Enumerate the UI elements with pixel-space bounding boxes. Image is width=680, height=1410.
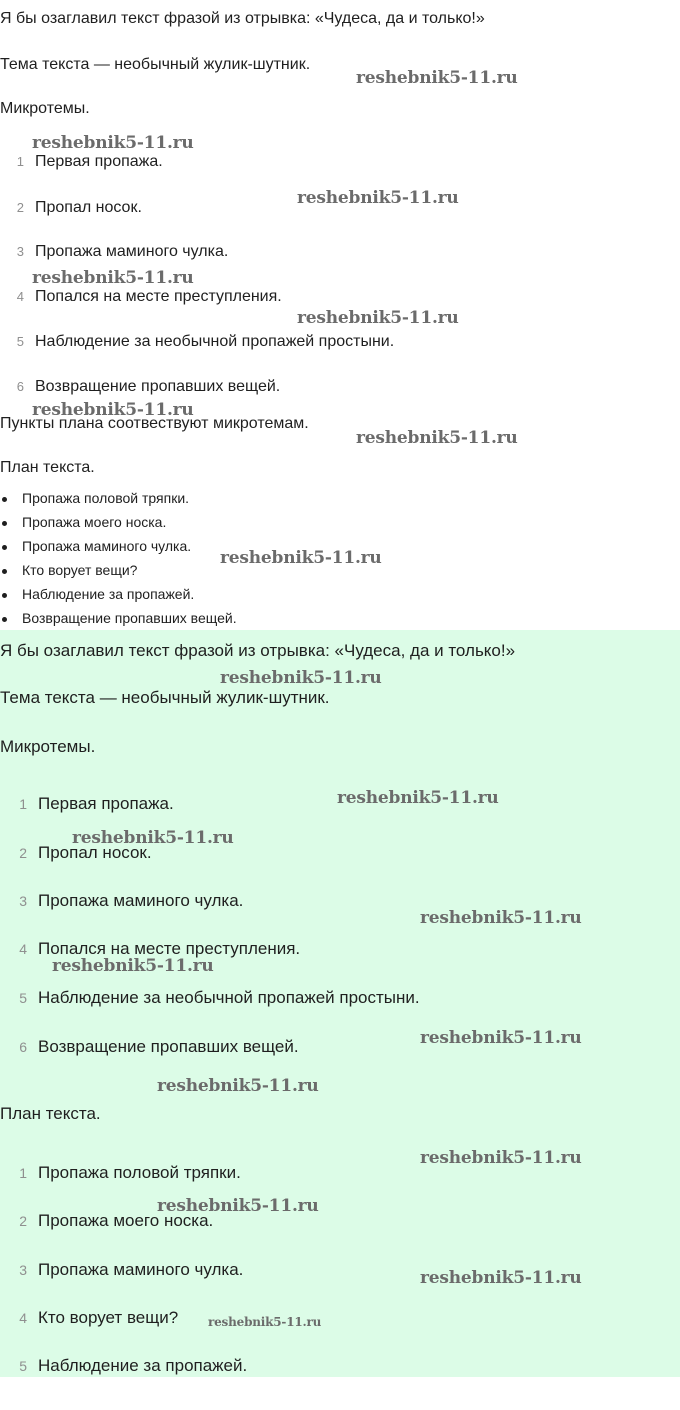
bullet-icon — [2, 545, 7, 550]
answer-block-1: Я бы озаглавил текст фразой из отрывка: «Чудеса, да и только!» Тема текста — необычный жулик-шутник. Микротемы. 1 Первая пропажа. 2 Пропал носок. 3 Пропажа маминого чулка. 4 Попался на месте преступления. 5 Наблюдение за необычной пропажей простыни. 6 Возвращение пропавших вещей. Пункты плана соотвествуют микротемам. План текста. Пропажа половой тряпки. Пропажа моего носка. Пропажа маминого чулка. Кто ворует вещи? Наблюдение за пропажей. Возвращение пропавших вещей. reshebnik5-11.ru reshebnik5-11.ru reshebnik5-11.ru reshebnik5-11.ru reshebnik5-11.ru reshebnik5-11.ru reshebnik5-11.ru reshebnik5-11.ru — [0, 10, 518, 626]
watermark: reshebnik5-11.ru — [157, 1076, 319, 1096]
item-number: 1 — [19, 796, 27, 812]
watermark: reshebnik5-11.ru — [356, 68, 518, 88]
theme-line: Тема текста — необычный жулик-шутник. — [0, 56, 311, 73]
item-text: Наблюдение за пропажей. — [38, 1356, 248, 1375]
item-number: 6 — [19, 1039, 27, 1055]
item-number: 2 — [19, 845, 27, 861]
item-text: Возвращение пропавших вещей. — [38, 1037, 299, 1056]
item-number: 2 — [16, 200, 24, 215]
item-text: Наблюдение за необычной пропажей простыни. — [35, 333, 395, 350]
watermark: reshebnik5-11.ru — [72, 828, 234, 848]
bullet-icon — [2, 521, 7, 526]
item-text: Попался на месте преступления. — [35, 288, 282, 305]
watermark: reshebnik5-11.ru — [420, 1148, 582, 1168]
item-text: Наблюдение за необычной пропажей простыни. — [38, 988, 420, 1007]
watermark: reshebnik5-11.ru — [220, 548, 382, 568]
theme-line: Тема текста — необычный жулик-шутник. — [0, 688, 330, 707]
watermark: reshebnik5-11.ru — [32, 133, 194, 153]
item-number: 1 — [16, 154, 24, 169]
item-text: Пропал носок. — [38, 843, 152, 862]
item-text: Пропажа маминого чулка. — [38, 1260, 244, 1279]
item-text: Пропажа моего носка. — [38, 1211, 214, 1230]
plan-note: Пункты плана соотвествуют микротемам. — [0, 415, 309, 432]
item-number: 1 — [19, 1165, 27, 1181]
item-text: Пропал носок. — [35, 199, 142, 216]
item-number: 4 — [19, 1310, 27, 1326]
item-text: Первая пропажа. — [38, 794, 174, 813]
watermark: reshebnik5-11.ru — [420, 1268, 582, 1288]
watermark: reshebnik5-11.ru — [297, 188, 459, 208]
item-number: 5 — [19, 990, 27, 1006]
bullet-icon — [2, 617, 7, 622]
micro-heading: Микротемы. — [0, 100, 90, 117]
watermark: reshebnik5-11.ru — [420, 1028, 582, 1048]
watermark: reshebnik5-11.ru — [52, 956, 214, 976]
item-number: 3 — [16, 244, 24, 259]
item-text: Первая пропажа. — [35, 153, 163, 170]
watermark: reshebnik5-11.ru — [420, 908, 582, 928]
plan-heading: План текста. — [0, 459, 95, 476]
item-number: 2 — [19, 1213, 27, 1229]
micro-heading: Микротемы. — [0, 737, 96, 756]
watermark: reshebnik5-11.ru — [157, 1196, 319, 1216]
bullet-icon — [2, 569, 7, 574]
item-number: 4 — [19, 941, 27, 957]
title-line: Я бы озаглавил текст фразой из отрывка: «Чудеса, да и только!» — [0, 10, 485, 27]
answer-block-2 — [0, 630, 680, 1377]
plan-heading: План текста. — [0, 1104, 101, 1123]
watermark: reshebnik5-11.ru — [297, 308, 459, 328]
item-text: Попался на месте преступления. — [38, 939, 301, 958]
watermark: reshebnik5-11.ru — [208, 1315, 322, 1329]
item-number: 5 — [19, 1358, 27, 1374]
bullet-icon — [2, 593, 7, 598]
item-number: 3 — [19, 893, 27, 909]
watermark: reshebnik5-11.ru — [356, 428, 518, 448]
watermark: reshebnik5-11.ru — [337, 788, 499, 808]
watermark: reshebnik5-11.ru — [220, 668, 382, 688]
item-text: Пропажа маминого чулка. — [35, 243, 229, 260]
item-text: Пропажа маминого чулка. — [38, 891, 244, 910]
title-line: Я бы озаглавил текст фразой из отрывка: «Чудеса, да и только!» — [0, 641, 516, 660]
item-text: Кто ворует вещи? — [38, 1308, 179, 1327]
item-number: 3 — [19, 1262, 27, 1278]
item-text: Пропажа половой тряпки. — [38, 1163, 241, 1182]
item-text: Возвращение пропавших вещей. — [35, 378, 281, 395]
item-number: 4 — [16, 289, 24, 304]
item-number: 5 — [16, 334, 24, 349]
watermark: reshebnik5-11.ru — [32, 400, 194, 420]
item-number: 6 — [16, 379, 24, 394]
bullet-icon — [2, 497, 7, 502]
watermark: reshebnik5-11.ru — [32, 268, 194, 288]
